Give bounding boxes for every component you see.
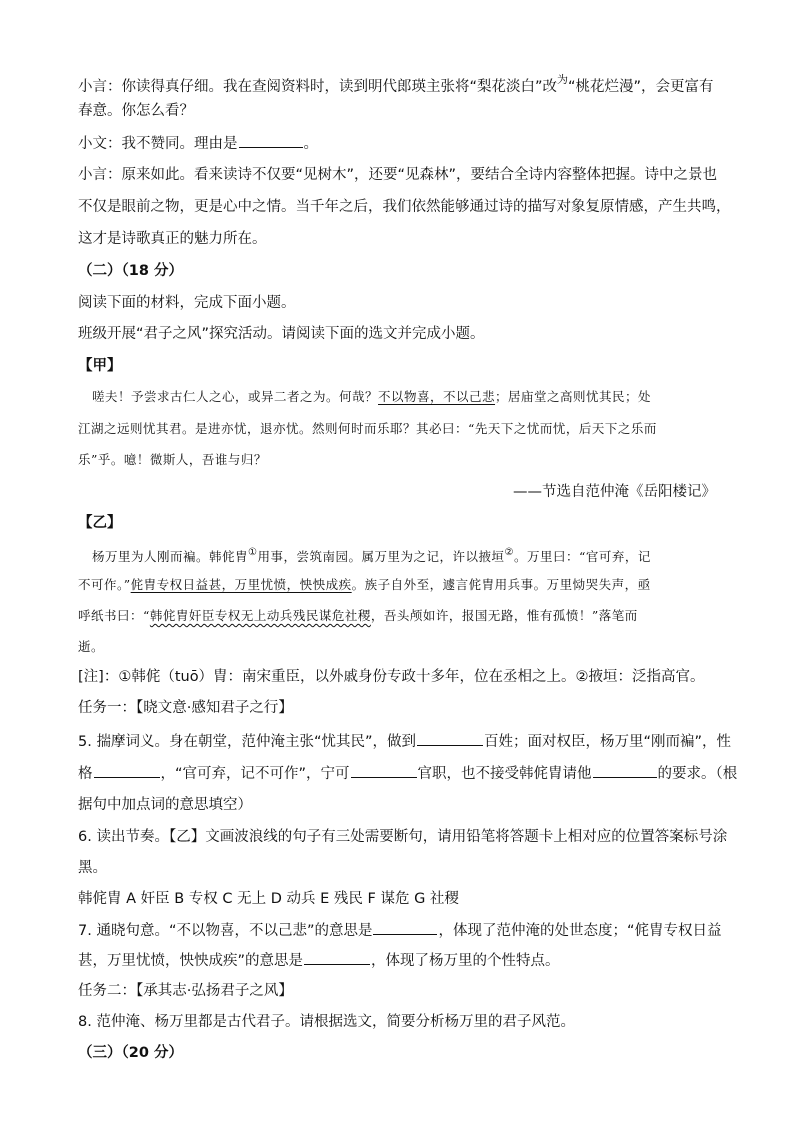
answer-blank[interactable] [417,731,483,746]
source-citation: ——节选自范仲淹《岳阳楼记》 [513,484,716,500]
text: 。族子自外至，遽言侂胄用兵事。万里恸哭失声，亟 [351,577,651,592]
text: 小言：你读得真仔细。我在查阅资料时，读到明代郎瑛主张将“梨花淡白”改 [78,79,558,95]
text: 不可作。” [78,577,131,592]
classical-line [78,606,638,626]
text: 用事，尝筑南园。属万里为之记，许以掖垣 [257,549,505,564]
classical-line: 江湖之远则忧其君。是进亦忧，退亦忧。然则何时而乐耶？其必曰：“先天下之忧而忧，后天下之乐而 [78,421,657,436]
classical-line: 逝。 [78,639,105,654]
text: 为 [557,73,569,86]
passage-label-yi: 【乙】 [78,515,122,531]
dialogue-line: 小言：原来如此。看来读诗不仅要“见树木”，还要“见森林”，要结合全诗内容整体把握。诗中之景也 [78,167,718,183]
classical-line: 乐”乎。噫！微斯人，吾谁与归？ [78,452,267,467]
dialogue-line: 春意。你怎么看？ [78,103,194,119]
text: ，吾头颅如许，报国无路，惟有孤愤！”落笔而 [370,608,638,623]
text: 官职，也不接受韩侂胄请他 [417,766,592,782]
classical-line [78,575,651,595]
underlined-text: 侂胄专权日益甚，万里忧愤，怏怏成疾 [130,577,352,592]
text: 百姓；面对权臣，杨万里“刚而褊”，性 [483,734,731,750]
note-marker: ① [248,547,258,558]
section-heading: （三）（20 分） [78,1045,183,1061]
question-6: 黑。 [78,860,107,876]
question-7 [78,950,560,971]
text: 嗟夫！予尝求古仁人之心，或异二者之为。何哉？ [92,389,379,404]
text: 。 [303,136,318,152]
text: 7. 通晓句意。“不以物喜，不以己悲”的意思是 [78,923,373,939]
text: 呼纸书曰：“ [78,608,150,623]
answer-blank[interactable] [94,763,160,778]
answer-blank[interactable] [351,763,417,778]
text: ，体现了杨万里的个性特点。 [371,953,560,969]
question-5 [78,731,731,752]
question-5: 据句中加点词的意思填空） [78,797,252,813]
classical-line [92,387,651,407]
underlined-text: 不以物喜，不以己悲 [378,389,496,404]
instruction: 阅读下面的材料，完成下面小题。 [78,295,296,311]
question-6-options: 韩侂胄 A 奸臣 B 专权 C 无上 D 动兵 E 残民 F 谋危 G 社稷 [78,891,459,907]
task-title: 任务一：【晓文意·感知君子之行】 [78,700,293,716]
dialogue-line [78,70,714,97]
wavy-underlined-text: 韩侂胄奸臣专权无上动兵残民谋危社稷 [149,608,371,623]
text: 的要求。（根 [657,766,738,782]
answer-blank[interactable] [304,950,370,965]
question-6: 6. 读出节奏。【乙】文画波浪线的句子有三处需要断句，请用铅笔将答题卡上相对应的位置答案标号涂 [78,829,728,845]
dialogue-line: 这才是诗歌真正的魅力所在。 [78,231,267,247]
text: 5. 揣摩词义。身在朝堂，范仲淹主张“忧其民”，做到 [78,734,416,750]
dialogue-line: 不仅是眼前之物，更是心中之情。当千年之后，我们依然能够通过诗的描写对象复原情感，产生共鸣， [78,199,731,215]
answer-blank[interactable] [593,763,657,778]
answer-blank[interactable] [373,920,437,935]
question-7 [78,920,721,941]
text: ，体现了范仲淹的处世态度；“侂胄专权日益 [438,923,722,939]
passage-label-jia: 【甲】 [78,358,122,374]
section-heading: （二）（18 分） [78,263,183,279]
text: “桃花烂漫”，会更富有 [568,79,714,95]
text: 。万里曰：“官可弃，记 [513,549,651,564]
text: ，“官可弃，记不可作”，宁可 [160,766,350,782]
annotation-note: [注]：①韩侂（tuō）胄：南宋重臣，以外戚身份专政十多年，位在丞相之上。②掖垣：泛指高官。 [78,669,705,685]
text: 格 [78,766,93,782]
text: 小文：我不赞同。理由是 [78,136,238,152]
note-marker: ② [504,547,514,558]
task-title: 任务二：【承其志·弘扬君子之风】 [78,983,293,999]
instruction: 班级开展“君子之风”探究活动。请阅读下面的选文并完成小题。 [78,326,485,342]
text: 甚，万里忧愤，怏怏成疾”的意思是 [78,953,304,969]
dialogue-line [78,133,318,154]
classical-line [92,543,651,567]
question-5 [78,763,737,784]
answer-blank[interactable] [239,133,303,148]
question-8: 8. 范仲淹、杨万里都是古代君子。请根据选文，简要分析杨万里的君子风范。 [78,1014,575,1030]
text: ；居庙堂之高则忧其民；处 [495,389,652,404]
text: 杨万里为人刚而褊。韩侂胄 [92,549,249,564]
